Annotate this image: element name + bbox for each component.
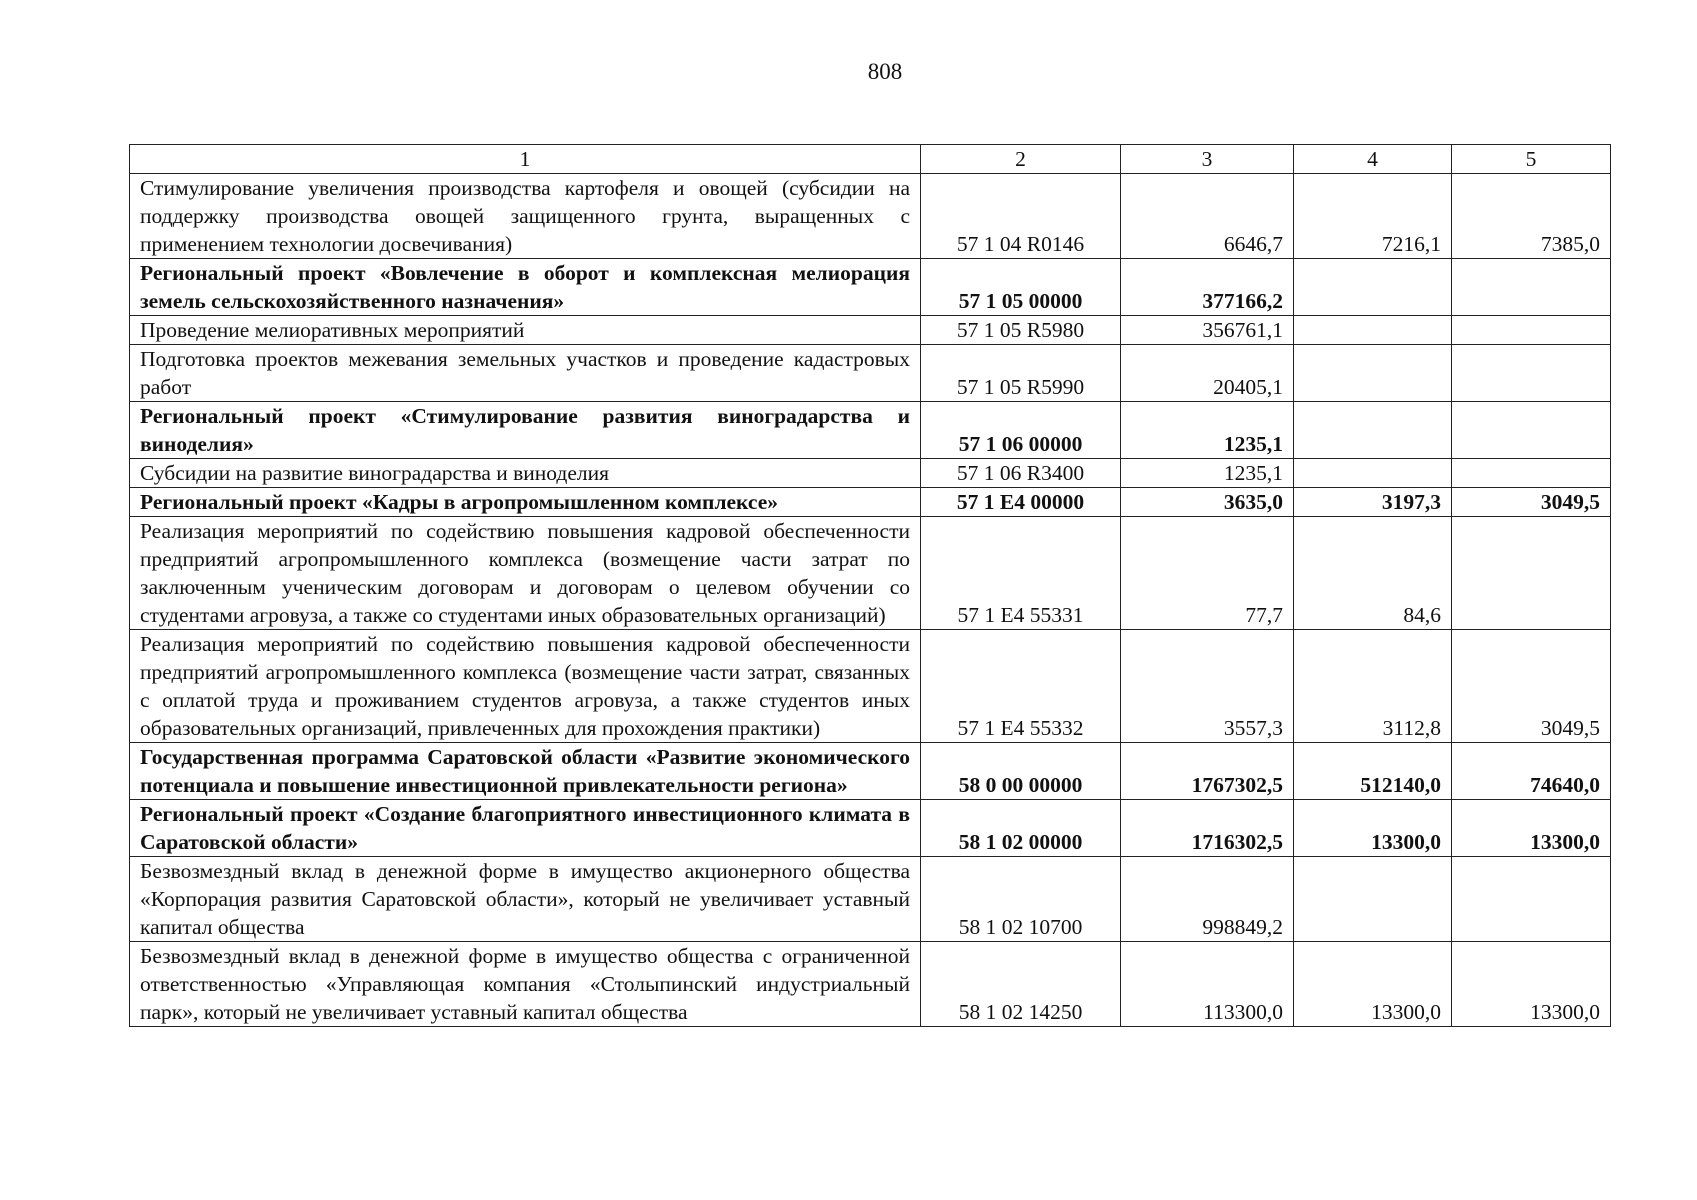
row-value-4 bbox=[1294, 259, 1452, 316]
row-name: Реализация мероприятий по содействию повышения кадровой обеспеченности предприятий агропромышленного комплекса (возмещение части затрат по заключенным ученическим договорам и договорам о целевом обучении со студентами агровуза, а также со студентами иных образовательных организаций) bbox=[130, 517, 921, 630]
row-code: 57 1 05 00000 bbox=[921, 259, 1121, 316]
header-col-1: 1 bbox=[130, 145, 921, 174]
header-col-2: 2 bbox=[921, 145, 1121, 174]
row-code: 57 1 E4 00000 bbox=[921, 488, 1121, 517]
table-row bbox=[130, 743, 1611, 800]
row-value-3: 3635,0 bbox=[1121, 488, 1294, 517]
row-value-4 bbox=[1294, 459, 1452, 488]
row-value-4 bbox=[1294, 402, 1452, 459]
row-code: 57 1 06 R3400 bbox=[921, 459, 1121, 488]
row-name: Региональный проект «Стимулирование развития виноградарства и виноделия» bbox=[130, 402, 921, 459]
table-row bbox=[130, 259, 1611, 316]
row-value-5: 3049,5 bbox=[1452, 630, 1611, 743]
row-value-4: 3197,3 bbox=[1294, 488, 1452, 517]
row-name: Региональный проект «Вовлечение в оборот и комплексная мелиорация земель сельскохозяйственного назначения» bbox=[130, 259, 921, 316]
row-name: Безвозмездный вклад в денежной форме в имущество общества с ограниченной ответственностью «Управляющая компания «Столыпинский индустриальный парк», который не увеличивает уставный капитал общества bbox=[130, 942, 921, 1027]
row-code: 58 1 02 00000 bbox=[921, 800, 1121, 857]
row-value-3: 356761,1 bbox=[1121, 316, 1294, 345]
row-code: 58 0 00 00000 bbox=[921, 743, 1121, 800]
row-value-5 bbox=[1452, 402, 1611, 459]
row-value-5: 13300,0 bbox=[1452, 800, 1611, 857]
table-row bbox=[130, 402, 1611, 459]
row-code: 57 1 04 R0146 bbox=[921, 174, 1121, 259]
row-value-4: 3112,8 bbox=[1294, 630, 1452, 743]
table-row bbox=[130, 800, 1611, 857]
table-row bbox=[130, 857, 1611, 942]
row-code: 57 1 05 R5980 bbox=[921, 316, 1121, 345]
row-value-3: 1235,1 bbox=[1121, 459, 1294, 488]
row-value-3: 1235,1 bbox=[1121, 402, 1294, 459]
row-name: Государственная программа Саратовской области «Развитие экономического потенциала и повышение инвестиционной привлекательности региона» bbox=[130, 743, 921, 800]
row-value-4: 84,6 bbox=[1294, 517, 1452, 630]
row-name: Субсидии на развитие виноградарства и виноделия bbox=[130, 459, 921, 488]
row-name: Подготовка проектов межевания земельных участков и проведение кадастровых работ bbox=[130, 345, 921, 402]
row-value-3: 1716302,5 bbox=[1121, 800, 1294, 857]
row-value-4 bbox=[1294, 857, 1452, 942]
row-value-4: 13300,0 bbox=[1294, 800, 1452, 857]
row-value-5 bbox=[1452, 345, 1611, 402]
row-value-5 bbox=[1452, 316, 1611, 345]
row-value-5: 13300,0 bbox=[1452, 942, 1611, 1027]
header-col-4: 4 bbox=[1294, 145, 1452, 174]
row-value-5: 74640,0 bbox=[1452, 743, 1611, 800]
header-col-3: 3 bbox=[1121, 145, 1294, 174]
row-value-4: 7216,1 bbox=[1294, 174, 1452, 259]
row-value-3: 6646,7 bbox=[1121, 174, 1294, 259]
row-code: 58 1 02 10700 bbox=[921, 857, 1121, 942]
row-value-3: 3557,3 bbox=[1121, 630, 1294, 743]
row-name: Региональный проект «Кадры в агропромышленном комплексе» bbox=[130, 488, 921, 517]
row-code: 57 1 06 00000 bbox=[921, 402, 1121, 459]
row-value-3: 20405,1 bbox=[1121, 345, 1294, 402]
budget-table bbox=[129, 144, 1611, 1027]
row-value-5 bbox=[1452, 459, 1611, 488]
table-row bbox=[130, 316, 1611, 345]
table-row bbox=[130, 488, 1611, 517]
row-value-4 bbox=[1294, 316, 1452, 345]
table-row bbox=[130, 630, 1611, 743]
row-value-5 bbox=[1452, 857, 1611, 942]
row-code: 57 1 E4 55332 bbox=[921, 630, 1121, 743]
row-code: 58 1 02 14250 bbox=[921, 942, 1121, 1027]
row-name: Региональный проект «Создание благоприятного инвестиционного климата в Саратовской области» bbox=[130, 800, 921, 857]
row-value-3: 377166,2 bbox=[1121, 259, 1294, 316]
row-name: Безвозмездный вклад в денежной форме в имущество акционерного общества «Корпорация развития Саратовской области», который не увеличивает уставный капитал общества bbox=[130, 857, 921, 942]
table-row bbox=[130, 517, 1611, 630]
row-name: Проведение мелиоративных мероприятий bbox=[130, 316, 921, 345]
table-body bbox=[130, 174, 1611, 1027]
row-value-4 bbox=[1294, 345, 1452, 402]
row-value-3: 1767302,5 bbox=[1121, 743, 1294, 800]
table-row bbox=[130, 174, 1611, 259]
row-code: 57 1 E4 55331 bbox=[921, 517, 1121, 630]
table-row bbox=[130, 345, 1611, 402]
row-value-3: 77,7 bbox=[1121, 517, 1294, 630]
row-value-5: 7385,0 bbox=[1452, 174, 1611, 259]
page-number: 808 bbox=[867, 59, 903, 84]
row-value-5: 3049,5 bbox=[1452, 488, 1611, 517]
row-value-4: 13300,0 bbox=[1294, 942, 1452, 1027]
table-row bbox=[130, 942, 1611, 1027]
row-value-5 bbox=[1452, 517, 1611, 630]
table-header-row bbox=[130, 145, 1611, 174]
row-name: Стимулирование увеличения производства картофеля и овощей (субсидии на поддержку производства овощей защищенного грунта, выращенных с применением технологии досвечивания) bbox=[130, 174, 921, 259]
row-name: Реализация мероприятий по содействию повышения кадровой обеспеченности предприятий агропромышленного комплекса (возмещение части затрат, связанных с оплатой труда и проживанием студентов агровуза, а также студентов иных образовательных организаций, привлеченных для прохождения практики) bbox=[130, 630, 921, 743]
row-code: 57 1 05 R5990 bbox=[921, 345, 1121, 402]
table-row bbox=[130, 459, 1611, 488]
row-value-5 bbox=[1452, 259, 1611, 316]
row-value-3: 998849,2 bbox=[1121, 857, 1294, 942]
row-value-4: 512140,0 bbox=[1294, 743, 1452, 800]
header-col-5: 5 bbox=[1452, 145, 1611, 174]
row-value-3: 113300,0 bbox=[1121, 942, 1294, 1027]
